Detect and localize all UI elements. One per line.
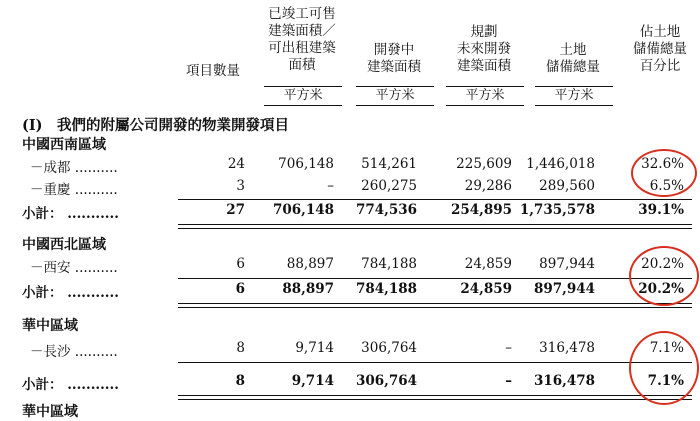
cell-planned: 29,286: [464, 178, 512, 194]
cell-completed: 706,148: [278, 156, 334, 172]
header-completed-area: 已竣工可售 建築面積／ 可出租建築 面積: [268, 6, 336, 73]
table-row: [0, 156, 700, 176]
section-title: (I) 我們的附屬公司開發的物業開發項目: [22, 117, 290, 134]
cell-completed: –: [327, 178, 334, 194]
cell-percentage: 32.6%: [641, 156, 684, 172]
header-developing-area: 開發中 建築面積: [367, 42, 421, 75]
unit-completed: 平方米: [264, 86, 342, 106]
cell-count: 8: [235, 373, 245, 389]
cell-completed: 88,897: [286, 256, 334, 272]
cell-planned: –: [505, 373, 512, 389]
table-row: [0, 340, 700, 360]
cell-developing: 784,188: [355, 281, 417, 297]
annotation-circle: [629, 246, 699, 306]
cell-planned: –: [505, 340, 512, 356]
subtotal-row: [0, 373, 700, 393]
cell-percentage: 6.5%: [649, 178, 684, 194]
cell-count: 24: [227, 156, 245, 172]
cell-planned: 24,859: [464, 256, 512, 272]
cell-total: 289,560: [539, 178, 595, 194]
cell-total: 1,446,018: [526, 156, 595, 172]
subtotal-row: [0, 202, 700, 222]
region-heading: 華中區域: [22, 318, 78, 334]
cell-count: 27: [226, 202, 245, 218]
row-label: －重慶 ..........: [30, 182, 118, 198]
region-heading: 中國西南區域: [22, 137, 106, 153]
row-label: －長沙 ..........: [30, 344, 118, 360]
cell-total: 316,478: [533, 373, 595, 389]
cell-planned: 254,895: [450, 202, 512, 218]
subtotal-double-rule: [178, 303, 692, 308]
cell-completed: 706,148: [272, 202, 334, 218]
region-heading-cutoff: 華中區域: [22, 404, 78, 420]
subtotal-top-rule: [178, 278, 692, 279]
unit-developing: 平方米: [356, 86, 434, 106]
cell-total: 1,735,578: [519, 202, 595, 218]
annotation-circle: [629, 331, 699, 405]
subtotal-row: [0, 281, 700, 301]
cell-completed: 9,714: [295, 340, 334, 356]
header-percentage: 佔土地 儲備總量 百分比: [633, 24, 687, 74]
cell-total: 316,478: [539, 340, 595, 356]
cell-planned: 225,609: [456, 156, 512, 172]
subtotal-double-rule: [178, 395, 692, 400]
cell-completed: 88,897: [282, 281, 334, 297]
subtotal-top-rule: [178, 199, 692, 200]
cell-percentage: 7.1%: [647, 373, 684, 389]
cell-count: 6: [235, 281, 245, 297]
cell-developing: 306,764: [361, 340, 417, 356]
subtotal-double-rule: [178, 224, 692, 229]
table-row: [0, 178, 700, 198]
unit-land-reserve: 平方米: [535, 86, 613, 106]
cell-developing: 514,261: [361, 156, 417, 172]
cell-developing: 306,764: [355, 373, 417, 389]
cell-developing: 260,275: [361, 178, 417, 194]
cell-count: 6: [236, 256, 245, 272]
region-heading: 中國西北區域: [22, 237, 106, 253]
subtotal-label: 小計： ...........: [22, 285, 119, 301]
header-planned-area: 規劃 未來開發 建築面積: [457, 24, 511, 74]
cell-developing: 784,188: [361, 256, 417, 272]
annotation-circle: [631, 149, 697, 197]
cell-count: 3: [236, 178, 245, 194]
header-land-reserve: 土地 儲備總量: [546, 42, 600, 75]
cell-percentage: 7.1%: [649, 340, 684, 356]
unit-planned: 平方米: [446, 86, 524, 106]
cell-total: 897,944: [539, 256, 595, 272]
subtotal-label: 小計： ...........: [22, 377, 119, 393]
header-project-count: 項目數量: [186, 63, 240, 79]
subtotal-label: 小計： ...........: [22, 206, 119, 222]
cell-percentage: 20.2%: [641, 256, 684, 272]
cell-developing: 774,536: [355, 202, 417, 218]
cell-planned: 24,859: [460, 281, 512, 297]
cell-percentage: 20.2%: [638, 281, 684, 297]
table-row: [0, 256, 700, 276]
cell-percentage: 39.1%: [638, 202, 684, 218]
cell-count: 8: [236, 340, 245, 356]
cell-total: 897,944: [533, 281, 595, 297]
subtotal-top-rule: [178, 362, 692, 363]
row-label: －西安 ..........: [30, 260, 118, 276]
cell-completed: 9,714: [291, 373, 334, 389]
row-label: －成都 ..........: [30, 160, 118, 176]
